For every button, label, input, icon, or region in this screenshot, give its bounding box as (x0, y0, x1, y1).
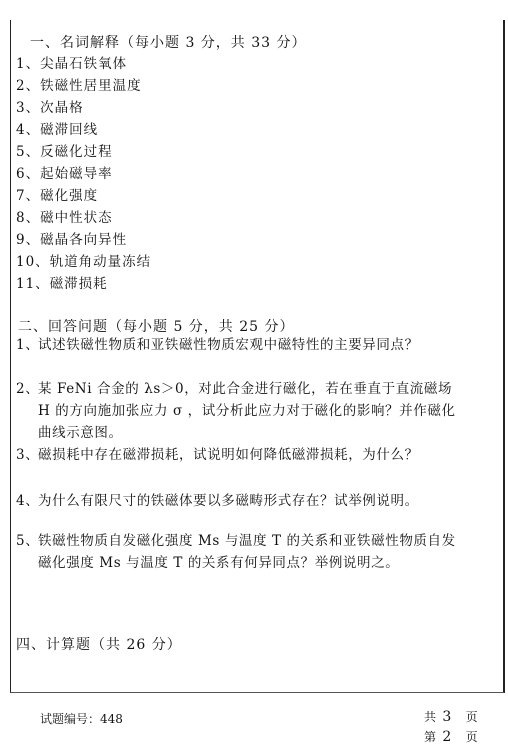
question-text: 铁磁性物质自发磁化强度 Ms 与温度 T 的关系和亚铁磁性物质自发磁化强度 Ms 与温度 T 的关系有何异同点？举例说明之。 (38, 533, 456, 571)
definition-item: 11、磁滞损耗 (16, 276, 108, 292)
definition-item: 3、次晶格 (16, 100, 84, 116)
question-text: 某 FeNi 合金的 λs＞0，对此合金进行磁化，若在垂直于直流磁场 H 的方向施加张应力 σ ，试分析此应力对于磁化的影响？并作磁化曲线示意图。 (38, 381, 456, 441)
section-4-title: 四、计算题（共 26 分） (16, 637, 182, 653)
question-item: 5、 铁磁性物质自发磁化强度 Ms 与温度 T 的关系和亚铁磁性物质自发磁化强度 Ms 与温度 T 的关系有何异同点？举例说明之。 (16, 530, 492, 596)
question-item: 4、 为什么有限尺寸的铁磁体要以多磁畴形式存在？试举例说明。 (16, 490, 492, 534)
definition-text: 起始磁导率 (40, 166, 113, 182)
question-item: 3、 磁损耗中存在磁滞损耗，试说明如何降低磁滞损耗，为什么？ (16, 444, 492, 488)
definition-text: 磁化强度 (40, 188, 99, 204)
definition-text: 铁磁性居里温度 (40, 78, 142, 94)
definition-text: 反磁化过程 (40, 144, 113, 160)
definition-text: 尖晶石铁氧体 (40, 56, 128, 72)
definition-text: 磁滞回线 (40, 122, 99, 138)
definition-item: 10、轨道角动量冻结 (16, 254, 152, 270)
exam-code: 试题编号：448 (40, 712, 123, 726)
current-page: 第 2 页 (424, 729, 478, 745)
definition-text: 磁晶各向异性 (40, 232, 128, 248)
question-text: 磁损耗中存在磁滞损耗，试说明如何降低磁滞损耗，为什么？ (38, 447, 419, 463)
definition-item: 4、磁滞回线 (16, 122, 99, 138)
definition-item: 7、磁化强度 (16, 188, 99, 204)
definition-item: 2、铁磁性居里温度 (16, 78, 142, 94)
question-text: 为什么有限尺寸的铁磁体要以多磁畴形式存在？试举例说明。 (38, 493, 419, 509)
definition-item: 8、磁中性状态 (16, 210, 113, 226)
definition-text: 次晶格 (40, 100, 84, 116)
question-item: 1、 试述铁磁性物质和亚铁磁性物质宏观中磁特性的主要异同点？ (16, 334, 492, 378)
definition-text: 轨道角动量冻结 (49, 254, 152, 270)
definition-item: 9、磁晶各向异性 (16, 232, 128, 248)
section-2-title: 二、回答问题（每小题 5 分，共 25 分） (18, 319, 295, 335)
total-pages: 共 3 页 (424, 709, 478, 725)
question-text: 试述铁磁性物质和亚铁磁性物质宏观中磁特性的主要异同点？ (38, 337, 419, 353)
question-item: 2、 某 FeNi 合金的 λs＞0，对此合金进行磁化，若在垂直于直流磁场 H 的方向施加张应力 σ ，试分析此应力对于磁化的影响？并作磁化曲线示意图。 (16, 378, 492, 444)
definition-text: 磁中性状态 (40, 210, 113, 226)
section-1-title: 一、名词解释（每小题 3 分，共 33 分） (30, 35, 307, 51)
definition-text: 磁滞损耗 (49, 276, 108, 292)
definition-item: 6、起始磁导率 (16, 166, 113, 182)
definition-item: 5、反磁化过程 (16, 144, 113, 160)
definition-item: 1、尖晶石铁氧体 (16, 56, 128, 72)
